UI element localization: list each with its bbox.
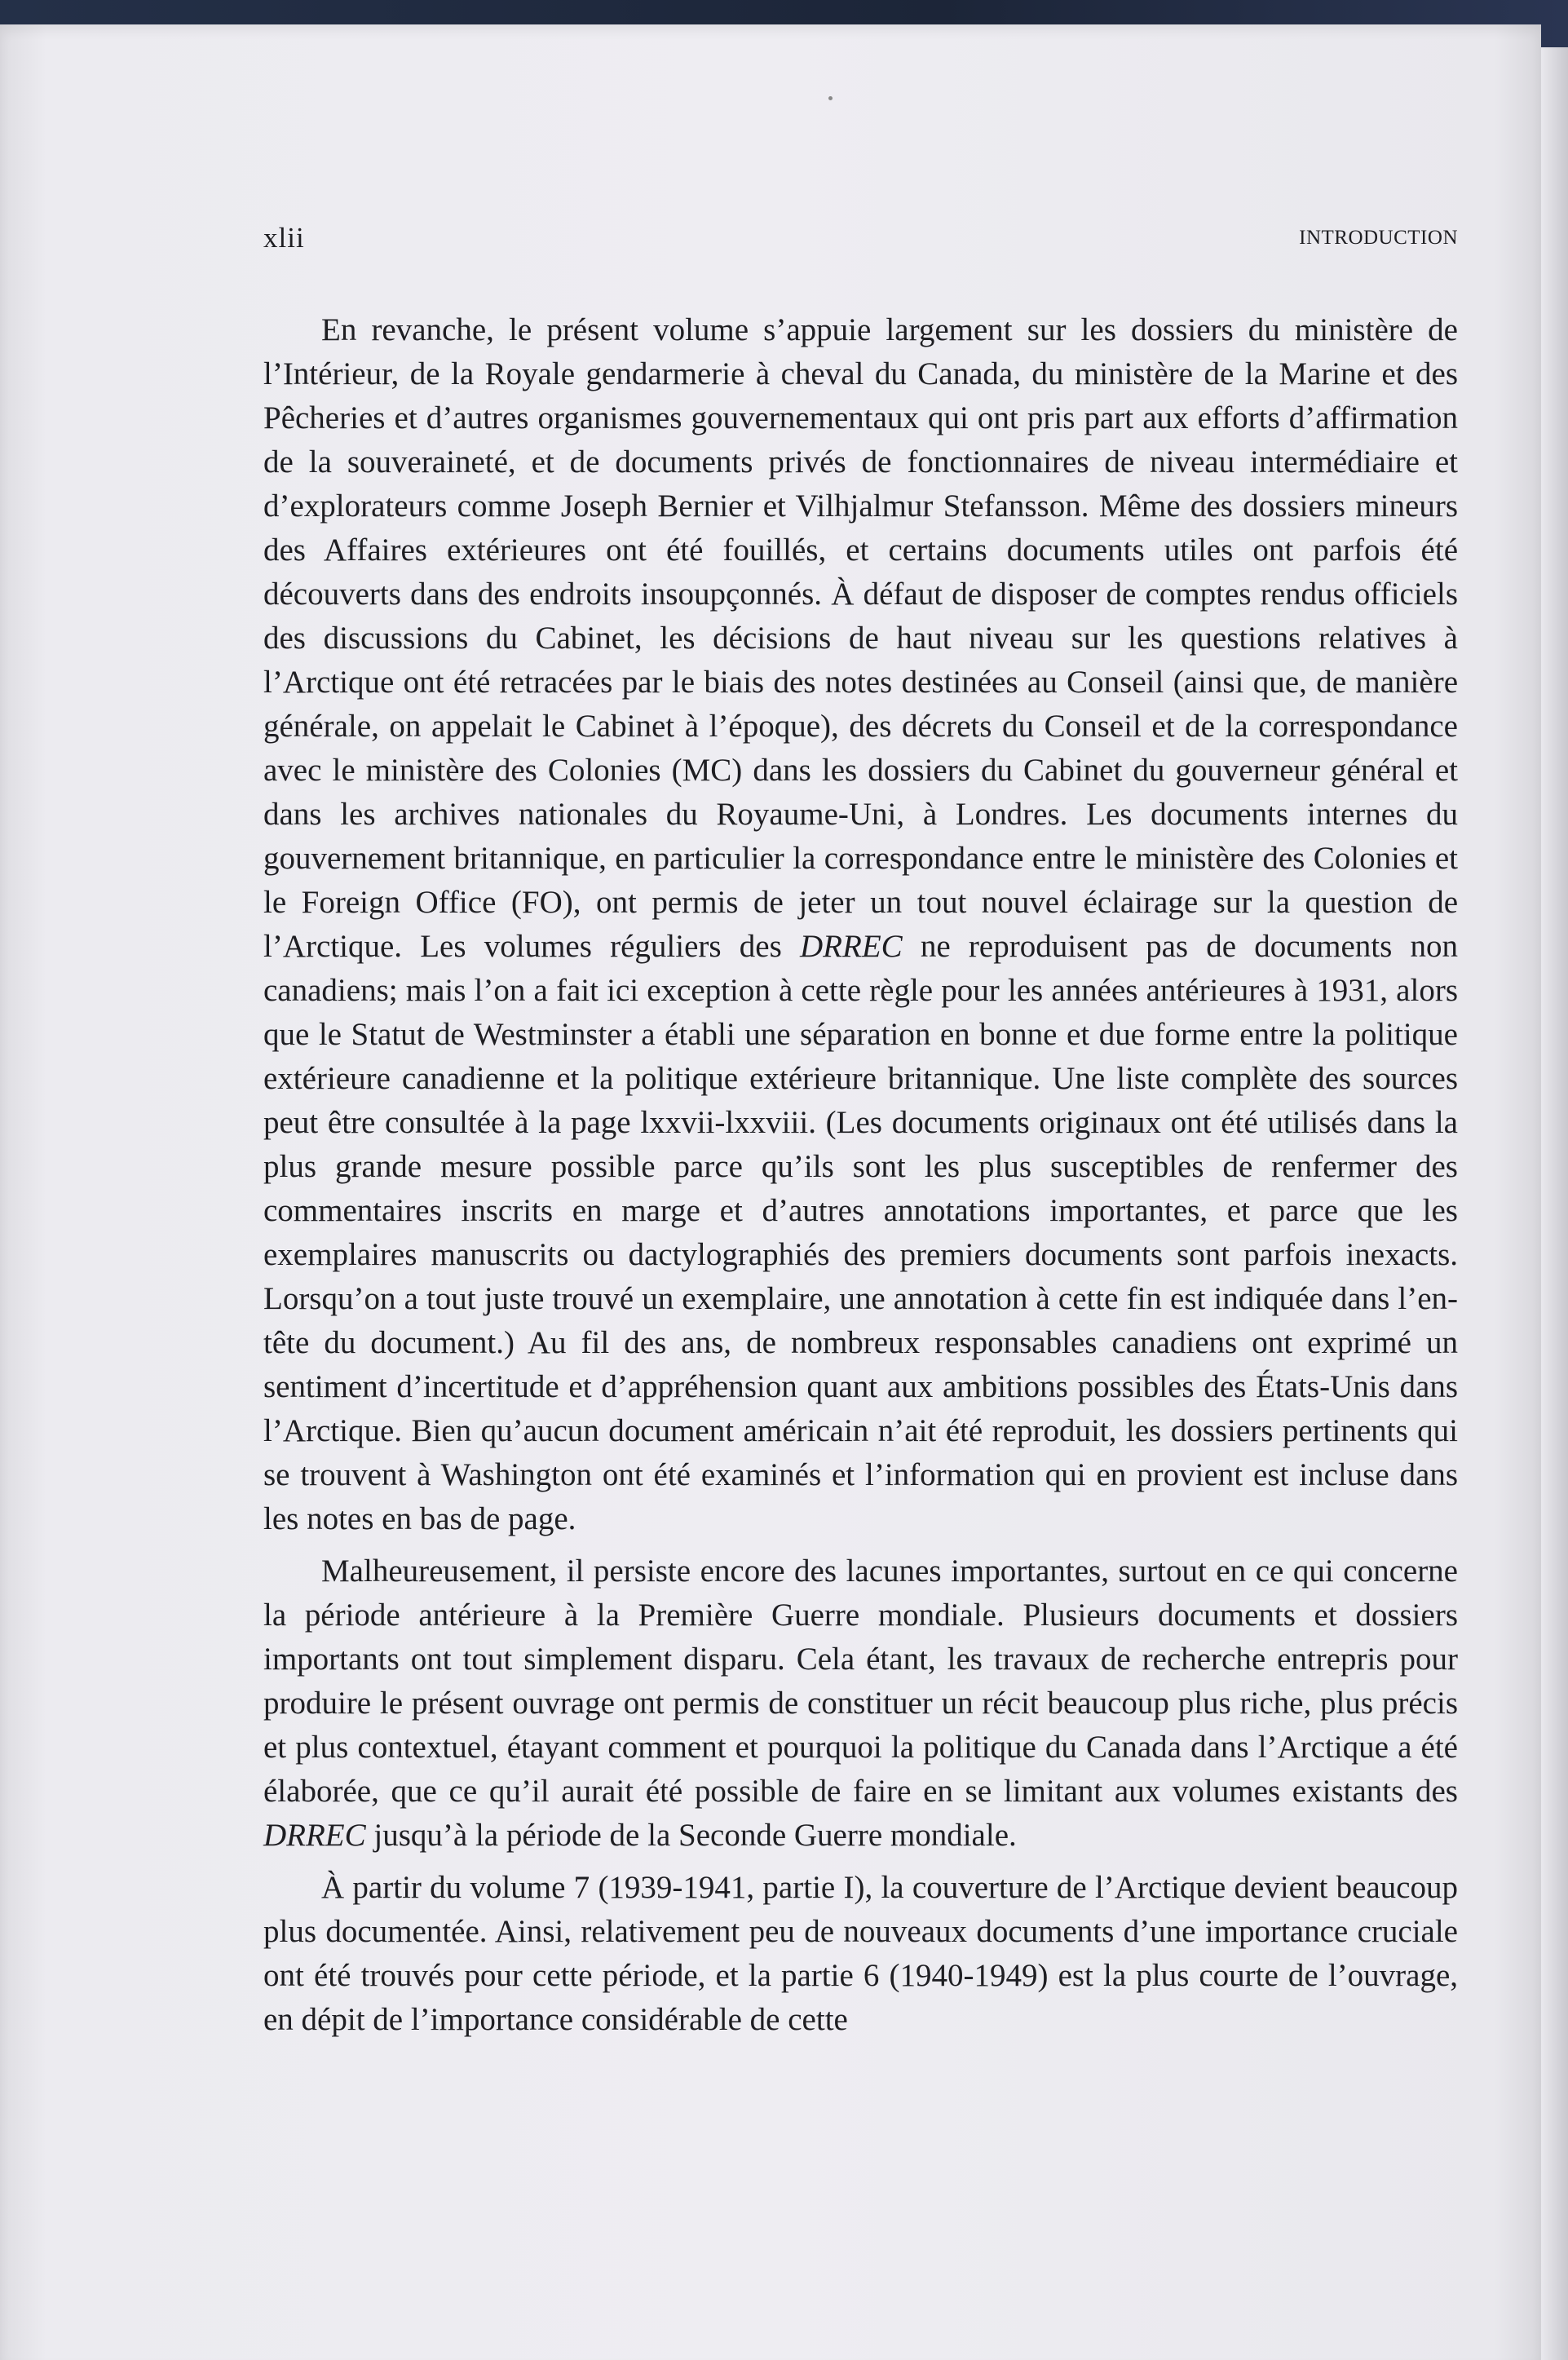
text-run: ne reproduisent pas de documents non canadiens; mais l’on a fait ici exception à cette règle pour les années antérieures à 1931, alors que le Statut de Westminster a établi une séparation en bonne et due forme entre la politique extérieure canadienne et la politique extérieure britannique. Une liste complète des sources peut être consultée à la page lxxvii-lxxviii. (Les documents originaux ont été utilisés dans la plus grande mesure possible parce qu’ils sont les plus susceptibles de renfermer des commentaires inscrits en marge et d’autres annotations importantes, et parce que les exemplaires manuscrits ou dactylographiés des premiers documents sont parfois inexacts. Lorsqu’on a tout juste trouvé un exemplaire, une annotation à cette fin est indiquée dans l’en-tête du document.) Au fil des ans, de nombreux responsables canadiens ont exprimé un sentiment d’incertitude et d’appréhension quant aux ambitions possibles des États-Unis dans l’Arctique. Bien qu’aucun document américain n’ait été reproduit, les dossiers pertinents qui se trouvent à Washington ont été examinés et l’information qui en provient est incluse dans les notes en bas de page. xyxy=(263,929,1458,1536)
paper-speck xyxy=(828,96,833,100)
section-title: INTRODUCTION xyxy=(1299,227,1458,249)
italic-text-run: DRREC xyxy=(800,929,903,964)
text-run: jusqu’à la période de la Seconde Guerre mondiale. xyxy=(365,1818,1017,1853)
text-run: À partir du volume 7 (1939-1941, partie I), la couverture de l’Arctique devient beaucoup plus documentée. Ainsi, relativement peu de nouveaux documents d’une importance cruciale ont été trouvés pour cette période, et la partie 6 (1940-1949) est la plus courte de l’ouvrage, en dépit de l’importance considérable de cette xyxy=(263,1870,1458,2037)
paragraph xyxy=(263,1866,1458,2042)
page-number: xlii xyxy=(263,222,305,254)
running-head xyxy=(263,222,1458,263)
text-run: Malheureusement, il persiste encore des lacunes importantes, surtout en ce qui concerne la période antérieure à la Première Guerre mondiale. Plusieurs documents et dossiers importants ont tout simplement disparu. Cela étant, les travaux de recherche entrepris pour produire le présent ouvrage ont permis de constituer un récit beaucoup plus riche, plus précis et plus contextuel, étayant comment et pourquoi la politique du Canada dans l’Arctique a été élaborée, que ce qu’il aurait été possible de faire en se limitant aux volumes existants des xyxy=(263,1553,1458,1809)
text-run: En revanche, le présent volume s’appuie largement sur les dossiers du ministère de l’Intérieur, de la Royale gendarmerie à cheval du Canada, du ministère de la Marine et des Pêcheries et d’autres organismes gouvernementaux qui ont pris part aux efforts d’affirmation de la souveraineté, et de documents privés de fonctionnaires de niveau intermédiaire et d’explorateurs comme Joseph Bernier et Vilhjalmur Stefansson. Même des dossiers mineurs des Affaires extérieures ont été fouillés, et certains documents utiles ont parfois été découverts dans des endroits insoupçonnés. À défaut de disposer de comptes rendus officiels des discussions du Cabinet, les décisions de haut niveau sur les questions relatives à l’Arctique ont été retracées par le biais des notes destinées au Conseil (ainsi que, de manière générale, on appelait le Cabinet à l’époque), des décrets du Conseil et de la correspondance avec le ministère des Colonies (MC) dans les dossiers du Cabinet du gouverneur général et dans les archives nationales du Royaume-Uni, à Londres. Les documents internes du gouvernement britannique, en particulier la correspondance entre le ministère des Colonies et le Foreign Office (FO), ont permis de jeter un tout nouvel éclairage sur la question de l’Arctique. Les volumes réguliers des xyxy=(263,312,1458,964)
paragraph xyxy=(263,308,1458,1541)
body-text xyxy=(263,308,1458,2050)
italic-text-run: DRREC xyxy=(263,1818,366,1853)
paragraph xyxy=(263,1549,1458,1858)
